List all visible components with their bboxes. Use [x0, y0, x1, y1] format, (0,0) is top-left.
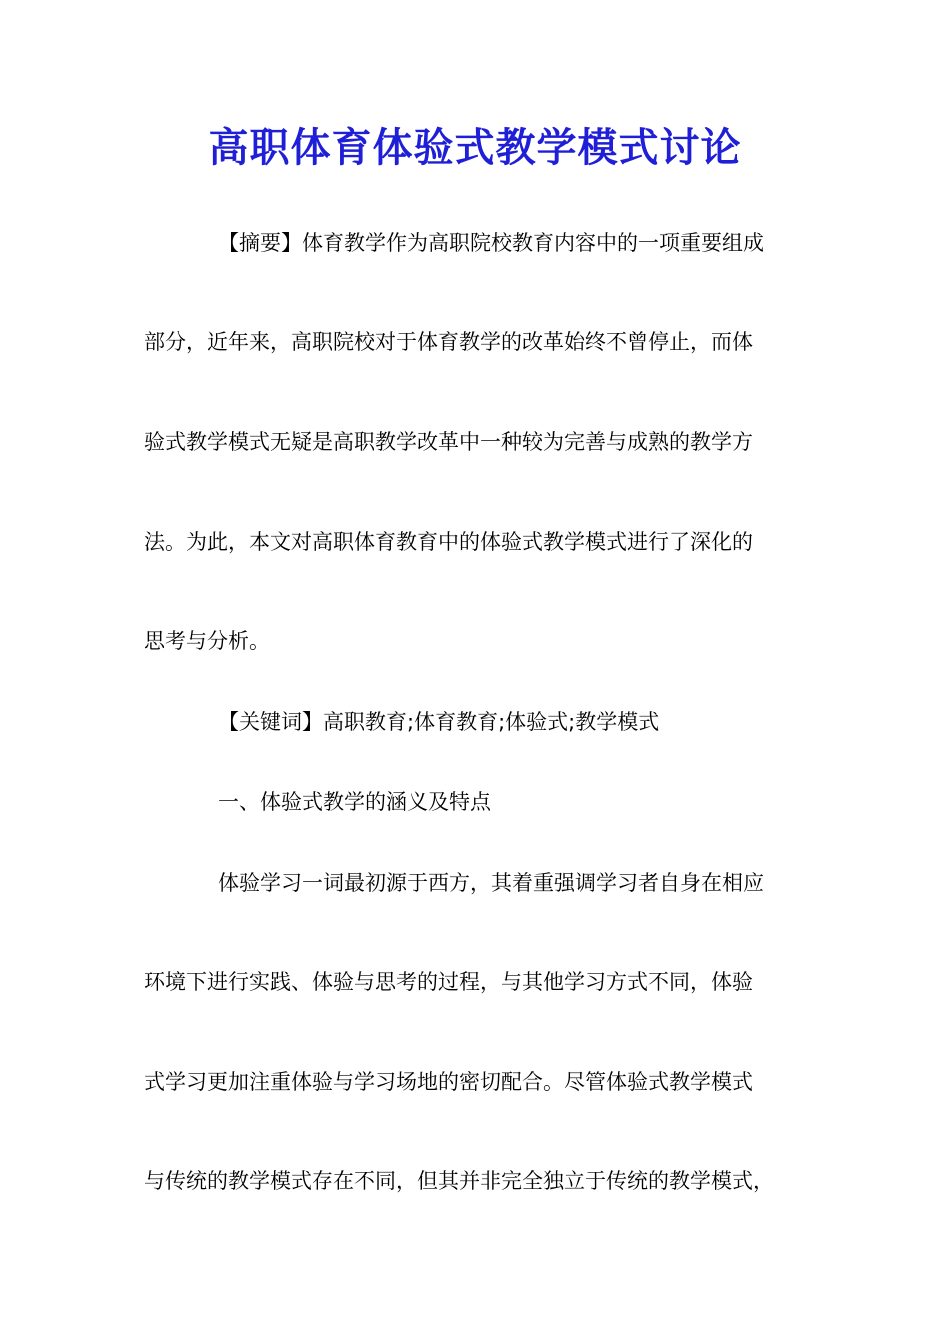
body-line-2: 环境下进行实践、体验与思考的过程，与其他学习方式不同，体验 — [144, 970, 753, 994]
keywords-line: 【关键词】高职教育;体育教育;体验式;教学模式 — [218, 710, 660, 734]
document-title: 高职体育体验式教学模式讨论 — [208, 124, 742, 171]
abstract-line-2: 部分，近年来，高职院校对于体育教学的改革始终不曾停止，而体 — [144, 330, 753, 354]
abstract-line-3: 验式教学模式无疑是高职教学改革中一种较为完善与成熟的教学方 — [144, 430, 753, 454]
body-line-4: 与传统的教学模式存在不同，但其并非完全独立于传统的教学模式， — [144, 1169, 774, 1193]
abstract-line-4: 法。为此，本文对高职体育教育中的体验式教学模式进行了深化的 — [144, 530, 753, 554]
abstract-line-5: 思考与分析。 — [144, 629, 270, 653]
body-line-1: 体验学习一词最初源于西方，其着重强调学习者自身在相应 — [218, 871, 764, 895]
body-line-3: 式学习更加注重体验与学习场地的密切配合。尽管体验式教学模式 — [144, 1070, 753, 1094]
section-heading: 一、体验式教学的涵义及特点 — [218, 790, 491, 814]
abstract-line-1: 【摘要】体育教学作为高职院校教育内容中的一项重要组成 — [218, 231, 764, 255]
